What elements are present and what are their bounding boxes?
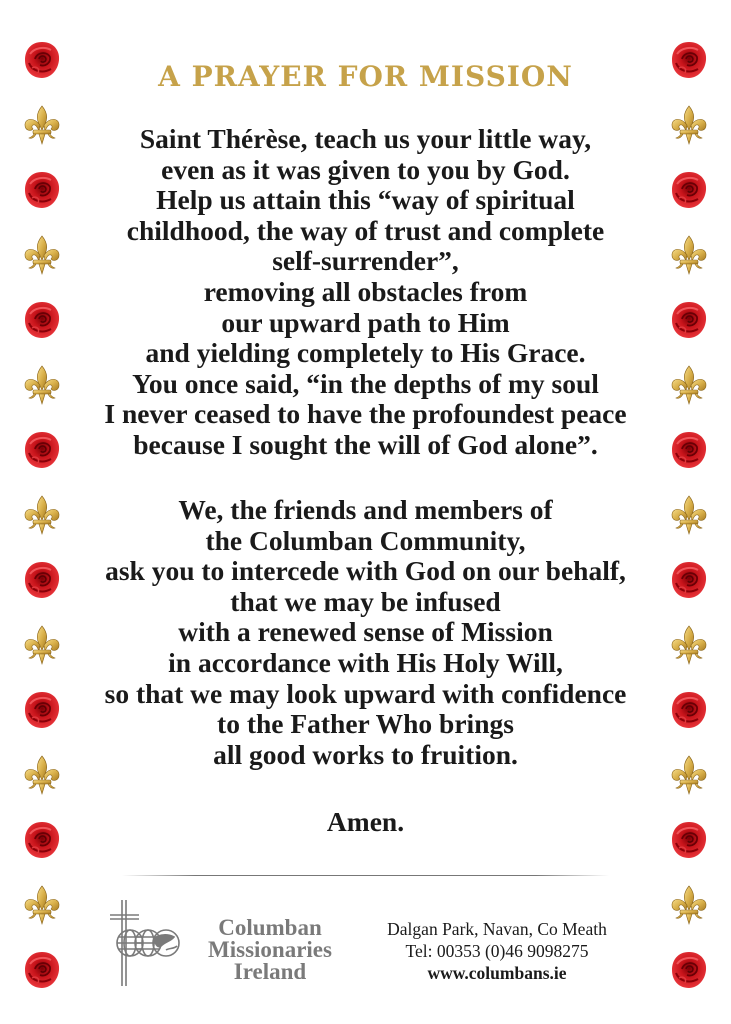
rose-icon: [20, 558, 64, 602]
prayer-line: because I sought the will of God alone”.: [133, 428, 598, 460]
postal-address: Dalgan Park, Navan, Co Meath: [387, 919, 607, 939]
prayer-line: I never ceased to have the profoundest peace: [104, 398, 627, 430]
rose-icon: [667, 688, 711, 732]
rose-icon: [667, 298, 711, 342]
prayer-line: Saint Thérèse, teach us your little way,: [139, 123, 592, 154]
logo-text-line: Columban: [218, 915, 322, 940]
rose-icon: [20, 688, 64, 732]
prayer-line: childhood, the way of trust and complete: [126, 214, 605, 246]
prayer-line: self-surrender”,: [272, 245, 459, 277]
prayer-stanza-2: [80, 495, 651, 770]
telephone: Tel: 00353 (0)46 9098275: [405, 941, 589, 961]
rose-icon: [667, 428, 711, 472]
columban-cross-globe-logo: [108, 898, 194, 988]
columban-logo-text: [192, 917, 348, 983]
rose-icon: [20, 168, 64, 212]
rose-icon: [20, 818, 64, 862]
prayer-line: ask you to intercede with God on our behalf,: [105, 555, 626, 587]
fleur-de-lis-icon: [667, 103, 711, 147]
prayer-line: our upward path to Him: [221, 306, 510, 338]
rose-icon: [667, 558, 711, 602]
prayer-line: to the Father Who brings: [217, 708, 514, 740]
website-link[interactable]: www.columbans.ie: [427, 963, 567, 983]
right-ornament-border: [667, 38, 711, 988]
prayer-title: A PRAYER FOR MISSION: [158, 60, 573, 93]
amen-line: Amen.: [326, 806, 405, 837]
fleur-de-lis-icon: [667, 623, 711, 667]
footer-divider: [122, 875, 609, 876]
fleur-de-lis-icon: [667, 883, 711, 927]
contact-block: [352, 918, 642, 984]
fleur-de-lis-icon: [20, 753, 64, 797]
prayer-line: even as it was given to you by God.: [161, 153, 570, 185]
prayer-stanza-1: [80, 124, 651, 461]
fleur-de-lis-icon: [667, 493, 711, 537]
prayer-line: so that we may look upward with confidence: [104, 677, 627, 709]
prayer-line: all good works to fruition.: [213, 738, 518, 770]
prayer-line: We, the friends and members of: [178, 494, 553, 525]
prayer-line: that we may be infused: [230, 585, 501, 617]
prayer-line: the Columban Community,: [205, 524, 526, 556]
logo-text-line: Ireland: [233, 959, 307, 984]
rose-icon: [20, 948, 64, 992]
rose-icon: [20, 428, 64, 472]
left-ornament-border: [20, 38, 64, 988]
fleur-de-lis-icon: [20, 103, 64, 147]
prayer-line: You once said, “in the depths of my soul: [132, 367, 599, 399]
prayer-amen: [80, 807, 651, 838]
logo-text-line: Missionaries: [208, 937, 332, 962]
prayer-line: Help us attain this “way of spiritual: [156, 184, 575, 216]
fleur-de-lis-icon: [667, 753, 711, 797]
prayer-line: with a renewed sense of Mission: [178, 616, 553, 648]
prayer-line: removing all obstacles from: [203, 275, 528, 307]
fleur-de-lis-icon: [667, 363, 711, 407]
fleur-de-lis-icon: [20, 363, 64, 407]
fleur-de-lis-icon: [20, 883, 64, 927]
rose-icon: [667, 168, 711, 212]
rose-icon: [20, 298, 64, 342]
fleur-de-lis-icon: [20, 233, 64, 277]
rose-icon: [667, 948, 711, 992]
prayer-line: in accordance with His Holy Will,: [168, 646, 563, 678]
fleur-de-lis-icon: [20, 493, 64, 537]
prayer-line: and yielding completely to His Grace.: [145, 337, 586, 369]
fleur-de-lis-icon: [667, 233, 711, 277]
fleur-de-lis-icon: [20, 623, 64, 667]
rose-icon: [667, 818, 711, 862]
